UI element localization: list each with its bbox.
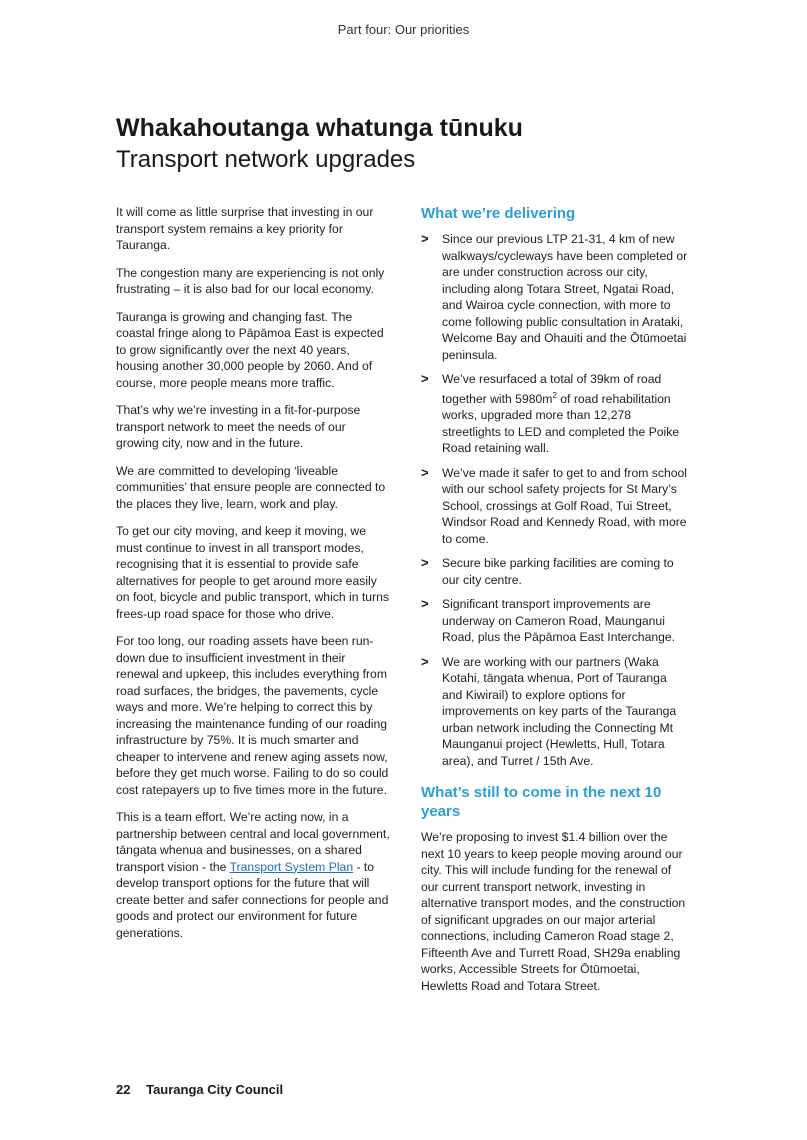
- page-title-maori: Whakahoutanga whatunga tūnuku: [116, 114, 523, 142]
- roading-assets-paragraph: For too long, our roading assets have been run-down due to insufficient investment in their renewal and upkeep, this includes everything from road surfaces, the bridges, the pavements, cycle ways and more. We’re helping to correct this by increasing the maintenance funding of our roading infrastructure by 75%. It is much smarter and cheaper to intervene and renew aging assets now, before they get much worse. Failing to do so could cost ratepayers up to five times more in the future.: [116, 634, 389, 797]
- investment-paragraph: That’s why we’re investing in a fit-for-purpose transport network to meet the needs of our growing city, now and in the future.: [116, 403, 361, 450]
- chevron-right-icon: >: [421, 464, 429, 480]
- team-effort-text-before: This is a team effort. We’re acting now, in a partnership between central and local government, tāngata whenua and businesses, on a shared transport vision - the: [116, 810, 390, 874]
- list-item-text: We’ve made it safer to get to and from school with our school safety projects for St Mary’s School, crossings at Golf Road, Tui Street, Windsor Road and Kennedy Road, with more to come.: [442, 465, 687, 546]
- transport-modes-paragraph: To get our city moving, and keep it moving, we must continue to invest in all transport modes, recognising that it is essential to provide safe alternatives for people to get around more easily on foot, bicycle and public transport, which in turns frees-up road space for those who drive.: [116, 524, 390, 621]
- list-item: [421, 465, 689, 548]
- communities-paragraph: We are committed to developing ‘liveable communities’ that ensure people are connected to the places they live, learn, work and play.: [116, 463, 386, 511]
- future-paragraph: We’re proposing to invest $1.4 billion over the next 10 years to keep people moving around our city. This will include funding for the renewal of our current transport network, investing in alternative transport modes, and the construction of significant upgrades on our major arterial connections, including Cameron Road stage 2, Fifteenth Ave and Turrett Road, SH29a enabling works, Accessible Streets for Ōtūmoetai, Hewletts Road and Totara Street.: [421, 830, 686, 993]
- list-item-text: We are working with our partners (Waka Kotahi, tāngata whenua, Port of Tauranga and Kiwirail) to explore options for improvements on key parts of the Tauranga urban network including the Connecting Mt Maunganui project (Hewletts, Hull, Totara area), and Turret / 15th Ave.: [442, 654, 677, 768]
- superscript-two: 2: [552, 390, 557, 400]
- list-item: [421, 555, 689, 588]
- list-item-text: Secure bike parking facilities are coming to our city centre.: [442, 556, 674, 587]
- list-item-text: [442, 372, 679, 455]
- footer-organisation: Tauranga City Council: [146, 1082, 284, 1097]
- delivering-list: [421, 231, 689, 769]
- team-effort-text-after: - to develop transport options for the future that will create better and safer connections for people and goods and protect our environment for future generations.: [116, 859, 389, 940]
- list-item-text: Significant transport improvements are underway on Cameron Road, Maunganui Road, plus the Pāpāmoa East Interchange.: [442, 597, 676, 645]
- chevron-right-icon: >: [421, 653, 429, 669]
- left-column: [116, 204, 390, 952]
- list-item-text: Since our previous LTP 21-31, 4 km of new walkways/cycleways have been completed or are under construction across our city, including along Totara Street, Ngatai Road, and Wairoa cycle connection, with more to come following public consultation in Arataki, Welcome Bay and Ohauiti and the Ōtūmoetai peninsula.: [442, 232, 688, 362]
- list-item: [421, 371, 689, 457]
- page-footer: [116, 1082, 283, 1097]
- chevron-right-icon: >: [421, 596, 429, 612]
- congestion-paragraph: The congestion many are experiencing is not only frustrating – it is also bad for our local economy.: [116, 265, 385, 296]
- transport-system-plan-link[interactable]: Transport System Plan: [229, 859, 354, 874]
- intro-paragraph: It will come as little surprise that investing in our transport system remains a key priority for Tauranga.: [116, 205, 374, 252]
- future-heading: What’s still to come in the next 10 years: [421, 784, 662, 821]
- page-title-english: Transport network upgrades: [116, 146, 416, 173]
- delivering-heading: What we’re delivering: [421, 205, 576, 222]
- right-column: [421, 204, 689, 994]
- resurfacing-text-after: of road rehabilitation works, upgraded more than 12,278 streetlights to LED and completed the Poike Road retaining wall.: [442, 391, 680, 456]
- list-item: [421, 596, 689, 646]
- page-title-block: [116, 112, 716, 176]
- chevron-right-icon: >: [421, 371, 429, 386]
- running-header: Part four: Our priorities: [337, 22, 470, 37]
- chevron-right-icon: >: [421, 231, 429, 246]
- list-item: [421, 654, 689, 770]
- resurfacing-text-before: We’ve resurfaced a total of 39km of road together with 5980m: [442, 372, 662, 406]
- page-number: 22: [116, 1082, 131, 1097]
- chevron-right-icon: >: [421, 555, 429, 571]
- growth-paragraph: Tauranga is growing and changing fast. The coastal fringe along to Pāpāmoa East is expected to grow significantly over the next 40 years, housing another 30,000 people by 2060. And of course, more people means more traffic.: [116, 309, 384, 390]
- list-item: [421, 231, 689, 363]
- team-effort-paragraph: [116, 809, 390, 941]
